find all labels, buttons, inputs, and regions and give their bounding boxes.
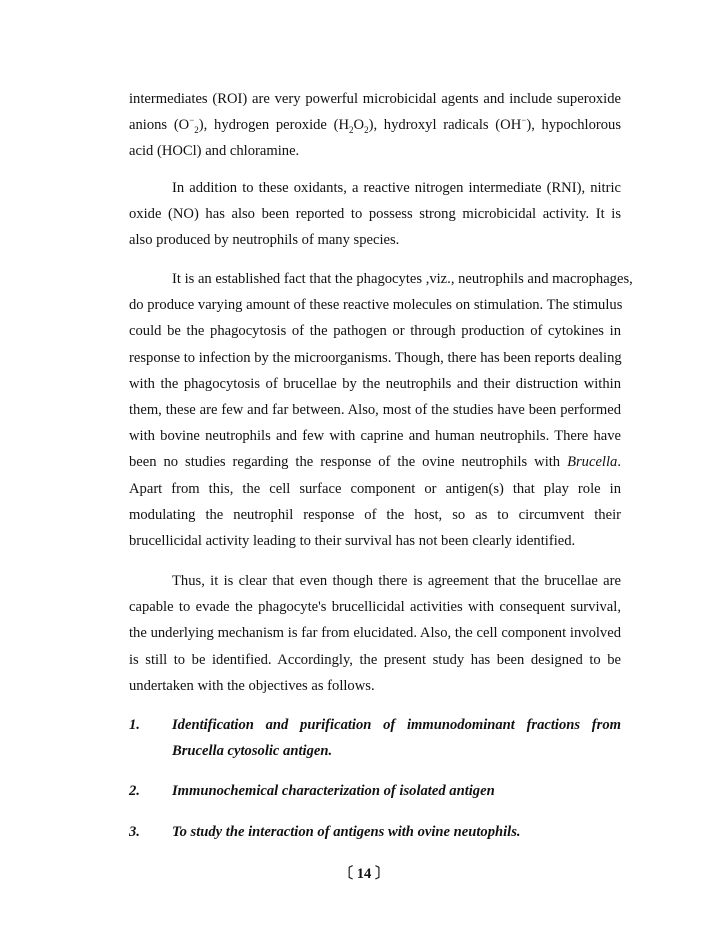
genus-brucella: Brucella [567, 454, 618, 471]
objective-number: 3. [129, 823, 140, 840]
text-line: also produced by neutrophils of many species. [129, 232, 400, 249]
text-line: could be the phagocytosis of the pathogen or through production of cytokines in [129, 323, 621, 340]
text-line: Apart from this, the cell surface component or antigen(s) that play role in [129, 480, 621, 497]
text-line: with the phagocytosis of brucellae by the neutrophils and their distruction within [129, 375, 621, 392]
text-line: undertaken with the objectives as follows. [129, 677, 375, 694]
text-line: is still to be identified. Accordingly, the present study has been designed to be [129, 651, 621, 668]
objective-number: 1. [129, 717, 140, 733]
text-line: modulating the neutrophil response of the host, so as to circumvent their [129, 506, 621, 523]
page-number: 〔 14 〕 [338, 866, 390, 882]
objectives-list [129, 712, 621, 859]
text-line: response to infection by the microorganisms. Though, there has been reports dealing [129, 349, 622, 366]
text-line-formula: anions $(O^-_2)$, hydrogen peroxide $(H_2O_2)$, hydroxyl radicals (OH−), hypochlorous [129, 115, 621, 136]
text-line: intermediates (ROI) are very powerful microbicidal agents and include superoxide [129, 91, 621, 107]
objective-item [129, 712, 621, 764]
text-line: oxide (NO) has also been reported to possess strong microbicidal activity. It is [129, 206, 621, 223]
text-line: brucellicidal activity leading to their survival has not been clearly identified. [129, 533, 576, 550]
objective-item [129, 819, 621, 845]
text-line: capable to evade the phagocyte's brucellicidal activities with consequent survival, [129, 599, 621, 616]
text-line: with bovine neutrophils and few with caprine and human neutrophils. There have [129, 428, 621, 445]
objective-number: 2. [129, 783, 140, 800]
text-line: do produce varying amount of these reactive molecules on stimulation. The stimulus [129, 297, 623, 314]
text-line: It is an established fact that the phagocytes ,viz., neutrophils and macrophages, [172, 271, 633, 287]
text-line: been no studies regarding the response of the ovine neutrophils with Brucella. [129, 454, 621, 471]
paragraph-rni [129, 175, 621, 254]
objective-item [129, 778, 621, 804]
paragraph-roi [129, 86, 621, 165]
paragraph-summary [129, 568, 621, 699]
objective-text: To study the interaction of antigens with ovine neutophils. [172, 823, 521, 840]
text-line: Thus, it is clear that even though there is agreement that the brucellae are [172, 573, 621, 589]
text-line: In addition to these oxidants, a reactive nitrogen intermediate (RNI), nitric [172, 180, 621, 196]
objective-text: Immunochemical characterization of isolated antigen [172, 783, 495, 800]
paragraph-phagocytes [129, 266, 633, 554]
text-line: them, these are few and far between. Also, most of the studies have been performed [129, 402, 621, 419]
text-line: acid (HOCl) and chloramine. [129, 143, 300, 160]
objective-text: Identification and purification of immunodominant fractions from [172, 717, 621, 733]
text-line: the underlying mechanism is far from elucidated. Also, the cell component involved [129, 625, 621, 642]
objective-text: Brucella cytosolic antigen. [172, 743, 333, 760]
